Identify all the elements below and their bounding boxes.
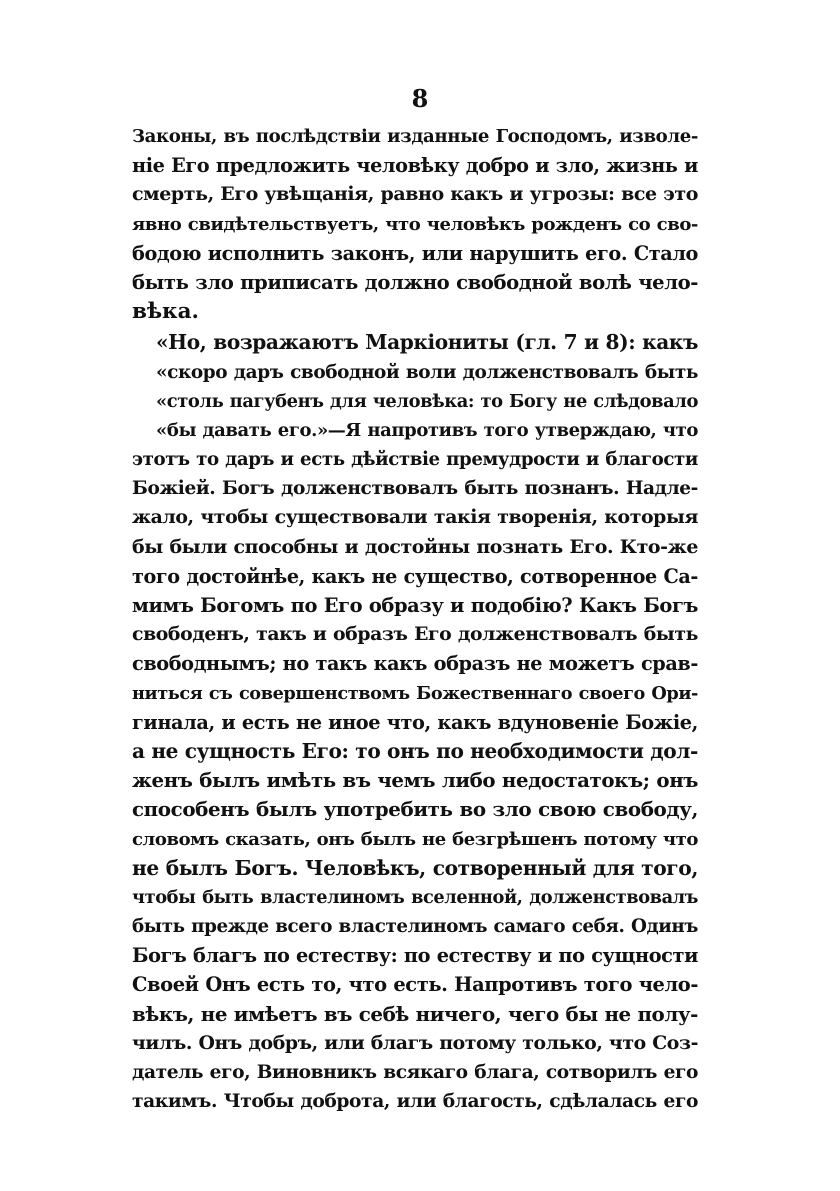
text-line: бы были способны и достойны познать Его. Кто-же — [132, 535, 698, 558]
text-line: быть прежде всего властелиномъ самаго себя. Одинъ — [132, 916, 698, 938]
text-line: такимъ. Чтобы доброта, или благость, сдѣлалась его — [132, 1091, 698, 1113]
text-line: этотъ то даръ и есть дѣйствіе премудрости и благости — [132, 449, 698, 471]
text-line: свободнымъ; но такъ какъ образъ не можетъ срав- — [132, 652, 698, 676]
text-line: ниться съ совершенствомъ Божественнаго своего Ори- — [132, 682, 698, 704]
text-line: чтобы быть властелиномъ вселенной, долженствовалъ — [132, 886, 698, 908]
text-line: женъ былъ имѣть въ чемъ либо недостатокъ; онъ — [132, 768, 698, 793]
text-line: свободенъ, такъ и образъ Его долженствовалъ быть — [132, 623, 698, 646]
text-line: Божіей. Богъ долженствовалъ быть познанъ. Надле- — [132, 478, 698, 500]
text-line: ніе Его предложить человѣку добро и зло, жизнь и — [132, 154, 698, 178]
body-text — [132, 122, 698, 1116]
text-line: датель его, Виновникъ всякаго блага, сотворилъ его — [132, 1062, 698, 1083]
text-line: смерть, Его увѣщанія, равно какъ и угрозы: все это — [132, 183, 698, 206]
paragraph-2 — [132, 328, 698, 1116]
paragraph-1 — [132, 122, 698, 326]
text-line: вѣкъ, не имѣетъ въ себѣ ничего, чего бы не полу- — [132, 1001, 698, 1026]
text-line: мимъ Богомъ по Его образу и подобію? Какъ Богъ — [132, 594, 698, 617]
text-line: «скоро даръ свободной воли долженствовалъ быть — [156, 361, 698, 383]
text-line: быть зло приписать должно свободной волѣ чело- — [132, 270, 698, 294]
text-line: «бы давать его.»—Я напротивъ того утверждаю, что — [156, 419, 698, 441]
text-line: жало, чтобы существовали такія творенія, которыя — [132, 506, 698, 529]
text-line: вѣка. — [132, 299, 199, 325]
text-line: чилъ. Онъ добръ, или благъ потому только, что Соз- — [132, 1031, 698, 1054]
text-line: гинала, и есть не иное что, какъ вдуновеніе Божіе, — [132, 710, 698, 734]
text-line: «столь пагубенъ для человѣка: то Богу не слѣдовало — [156, 390, 698, 412]
text-line: «Но, возражаютъ Маркіониты (гл. 7 и 8): какъ — [156, 330, 698, 355]
page-number: 8 — [411, 84, 429, 113]
text-line: способенъ былъ употребить во зло свою свободу, — [132, 797, 698, 822]
text-line: словомъ сказать, онъ былъ не безгрѣшенъ потому что — [132, 828, 698, 850]
text-line: явно свидѣтельствуетъ, что человѣкъ рожденъ со сво- — [132, 213, 698, 235]
text-line: Своей Онъ есть то, что есть. Напротивъ того чело- — [132, 973, 698, 997]
text-line: Законы, въ послѣдствіи изданные Господомъ, изволе- — [132, 126, 698, 147]
text-line: бодою исполнить законъ, или нарушить его. Стало — [132, 241, 698, 265]
text-line: того достойнѣе, какъ не существо, сотворенное Са- — [132, 564, 698, 588]
text-line: не былъ Богъ. Человѣкъ, сотворенный для того, — [132, 855, 698, 880]
text-line: Богъ благъ по естеству: по естеству и по сущности — [132, 944, 698, 968]
text-line: а не сущность Его: то онъ по необходимости дол- — [132, 738, 698, 763]
